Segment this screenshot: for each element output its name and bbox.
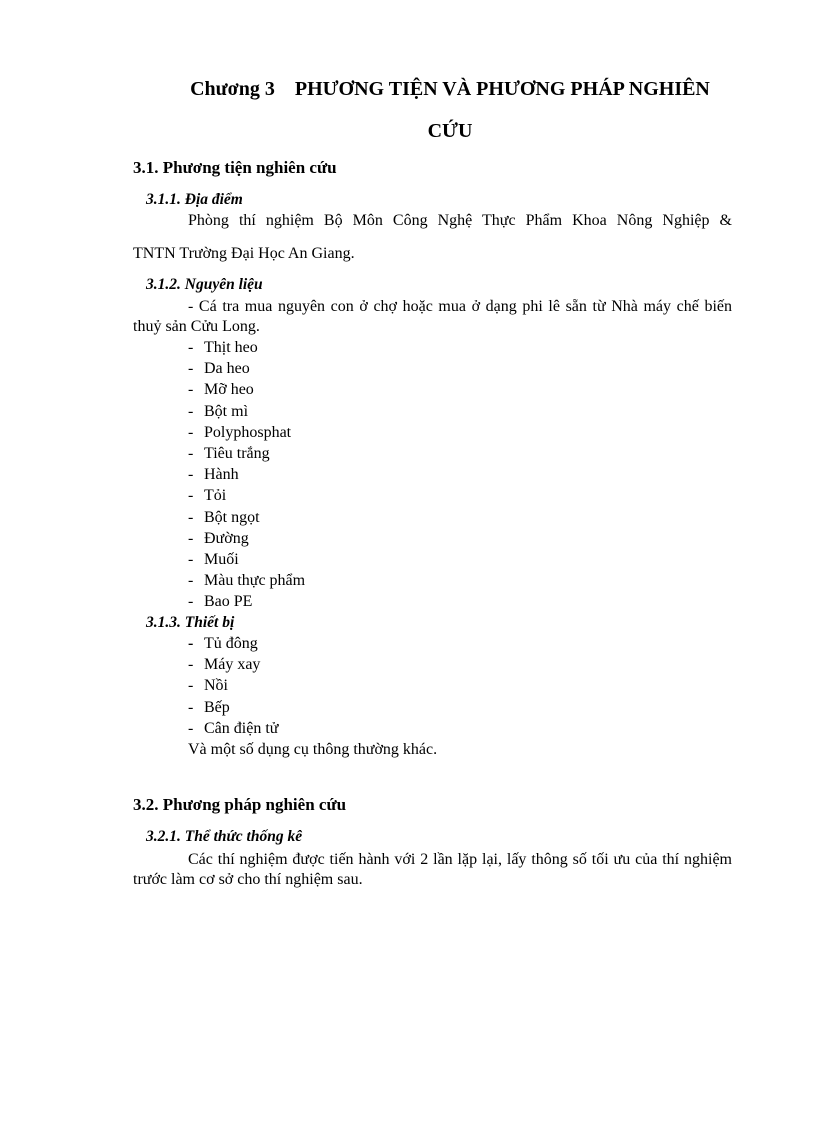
list-item — [188, 403, 248, 421]
section-3-1-heading: 3.1. Phương tiện nghiên cứu — [133, 158, 337, 177]
list-item — [188, 445, 270, 463]
location-line-1: Phòng thí nghiệm Bộ Môn Công Nghệ Thực Phẩm Khoa Nông Nghiệp & — [188, 212, 732, 229]
list-item — [188, 551, 239, 569]
list-item-label: Tủ đông — [204, 635, 258, 652]
list-item — [188, 656, 260, 674]
list-dash: - — [188, 572, 194, 590]
list-item-label: Tỏi — [204, 487, 227, 505]
section-3-1-2-heading: 3.1.2. Nguyên liệu — [146, 276, 263, 293]
materials-paragraph: - Cá tra mua nguyên con ở chợ hoặc mua ở dạng phi lê sẵn từ Nhà máy chế biến thuỷ sản Cửu Long. — [133, 298, 732, 335]
chapter-title-line2: CỨU — [427, 120, 473, 142]
location-line-2: TNTN Trường Đại Học An Giang. — [133, 245, 355, 262]
list-dash: - — [188, 677, 194, 695]
section-3-1-1-heading: 3.1.1. Địa điểm — [146, 191, 243, 208]
list-item-label: Thịt heo — [204, 339, 258, 356]
list-item-label: Muối — [204, 551, 239, 568]
list-item — [188, 487, 226, 505]
list-item-label: Bột mì — [204, 402, 249, 420]
list-item — [188, 339, 258, 357]
section-3-1-3-heading: 3.1.3. Thiết bị — [146, 614, 235, 631]
list-item — [188, 593, 252, 611]
list-item-label: Tiêu trắng — [204, 445, 270, 462]
list-item — [188, 635, 258, 653]
list-dash: - — [188, 635, 194, 652]
list-item-label: Đường — [204, 529, 249, 547]
list-dash: - — [188, 529, 194, 547]
list-item-label: Bột ngọt — [204, 508, 260, 526]
list-item — [188, 699, 230, 717]
list-item-label: Polyphosphat — [204, 423, 292, 441]
list-dash: - — [188, 593, 194, 611]
list-item — [188, 466, 239, 484]
list-item — [188, 424, 291, 442]
list-item-label: Hành — [204, 466, 239, 484]
list-item — [188, 677, 228, 695]
chapter-title-line1: Chương 3 PHƯƠNG TIỆN VÀ PHƯƠNG PHÁP NGHIÊN — [190, 78, 710, 100]
list-dash: - — [188, 466, 194, 484]
list-item — [188, 381, 254, 399]
list-item-label: Bao PE — [204, 593, 253, 611]
list-item — [188, 360, 250, 378]
list-item-label: Nồi — [204, 677, 228, 695]
list-dash: - — [188, 423, 194, 441]
list-item-label: Màu thực phẩm — [204, 572, 306, 590]
list-dash: - — [188, 698, 194, 716]
list-dash: - — [188, 402, 194, 420]
list-item-label: Cân điện tử — [204, 719, 279, 737]
list-dash: - — [188, 360, 194, 378]
list-dash: - — [188, 719, 194, 737]
list-item — [188, 572, 305, 590]
section-3-2-heading: 3.2. Phương pháp nghiên cứu — [133, 795, 347, 814]
list-item — [188, 720, 278, 738]
statistics-paragraph: Các thí nghiệm được tiến hành với 2 lần lặp lại, lấy thông số tối ưu của thí nghiệm trước làm cơ sở cho thí nghiệm sau. — [133, 851, 732, 888]
list-dash: - — [188, 445, 194, 462]
list-dash: - — [188, 508, 194, 526]
list-dash: - — [188, 656, 194, 674]
list-dash: - — [188, 381, 194, 399]
list-item-label: Mỡ heo — [204, 381, 254, 399]
list-dash: - — [188, 339, 194, 356]
list-dash: - — [188, 487, 194, 505]
section-3-2-1-heading: 3.2.1. Thể thức thống kê — [146, 828, 303, 845]
list-item-label: Da heo — [204, 360, 250, 378]
list-dash: - — [188, 551, 194, 568]
equipment-closing-text: Và một số dụng cụ thông thường khác. — [188, 741, 438, 758]
list-item — [188, 530, 249, 548]
list-item-label: Máy xay — [204, 656, 261, 674]
list-item-label: Bếp — [204, 698, 230, 716]
list-item — [188, 509, 260, 527]
